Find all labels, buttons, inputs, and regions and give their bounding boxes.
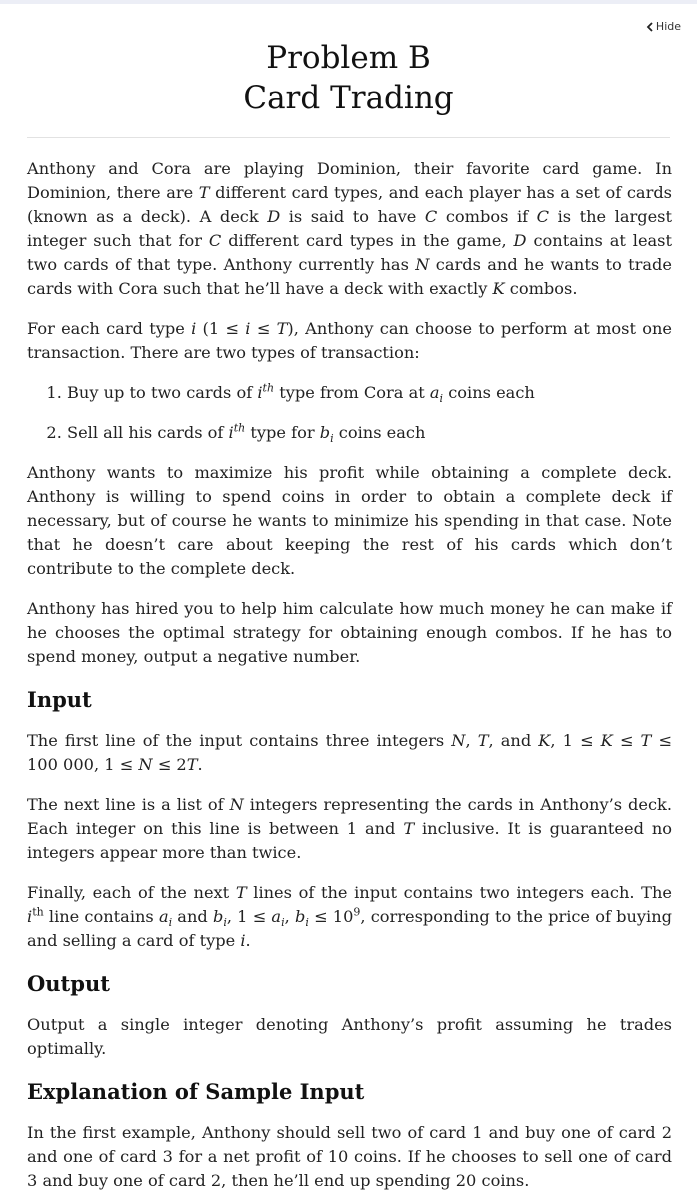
statement-paragraph-1: Anthony and Cora are playing Dominion, their favorite card game. In Dominion, there are T different card types, and each player has a set of cards (known as a deck). A deck D is said to have C combos if C is the largest integer such that for C different card types in the game, D contains at least two cards of that type. Anthony currently has N cards and he wants to trade cards with Cora such that he’ll have a deck with exactly K combos. [27,159,672,298]
list-item: 2. Sell all his cards of $i^{th}$ type for $b_i$ coins each [67,421,672,445]
input-heading: Input [27,687,92,712]
title-line-2: Card Trading [243,80,454,116]
explanation-heading: Explanation of Sample Input [27,1079,365,1104]
problem-statement [0,157,697,1193]
problem-title [0,38,697,118]
chevron-left-icon [646,22,654,32]
list-item: 1. Buy up to two cards of $i^{th}$ type from Cora at $a_i$ coins each [67,381,672,405]
input-paragraph-3: Finally, each of the next T lines of the input contains two integers each. The $i^{th}$ line contains $a_i$ and $b_i$, $1 \le a_i$, $b_i \le 10^9$, corresponding to the price of buying and selling a card of type i. [27,883,673,950]
title-line-1: Problem B [266,40,431,76]
transaction-list [27,381,672,445]
output-heading: Output [27,971,110,996]
hide-button[interactable] [646,20,681,33]
statement-paragraph-2: For each card type i (1 ≤ i ≤ T), Anthony can choose to perform at most one transaction. There are two types of transaction: [27,319,672,362]
explanation-paragraph: In the first example, Anthony should sell two of card 1 and buy one of card 2 and one of card 3 for a net profit of 10 coins. If he chooses to sell one of card 3 and buy one of card 2, then he’ll end up spending 20 coins. [27,1123,672,1190]
statement-paragraph-4: Anthony has hired you to help him calculate how much money he can make if he chooses the optimal strategy for obtaining enough combos. If he has to spend money, output a negative number. [27,599,672,666]
input-paragraph-1: The first line of the input contains three integers N, T, and K, 1 ≤ K ≤ T ≤ 100 000, 1 ≤ N ≤ 2T. [27,731,672,774]
title-divider [27,137,670,138]
output-paragraph: Output a single integer denoting Anthony’s profit assuming he trades optimally. [27,1015,672,1058]
hide-label: Hide [655,20,681,33]
input-paragraph-2: The next line is a list of N integers representing the cards in Anthony’s deck. Each integer on this line is between 1 and T inclusive. It is guaranteed no integers appear more than twice. [27,795,672,862]
statement-paragraph-3: Anthony wants to maximize his profit while obtaining a complete deck. Anthony is willing to spend coins in order to obtain a complete deck if necessary, but of course he wants to minimize his spending in that case. Note that he doesn’t care about keeping the rest of his cards which don’t contribute to the complete deck. [27,463,672,578]
